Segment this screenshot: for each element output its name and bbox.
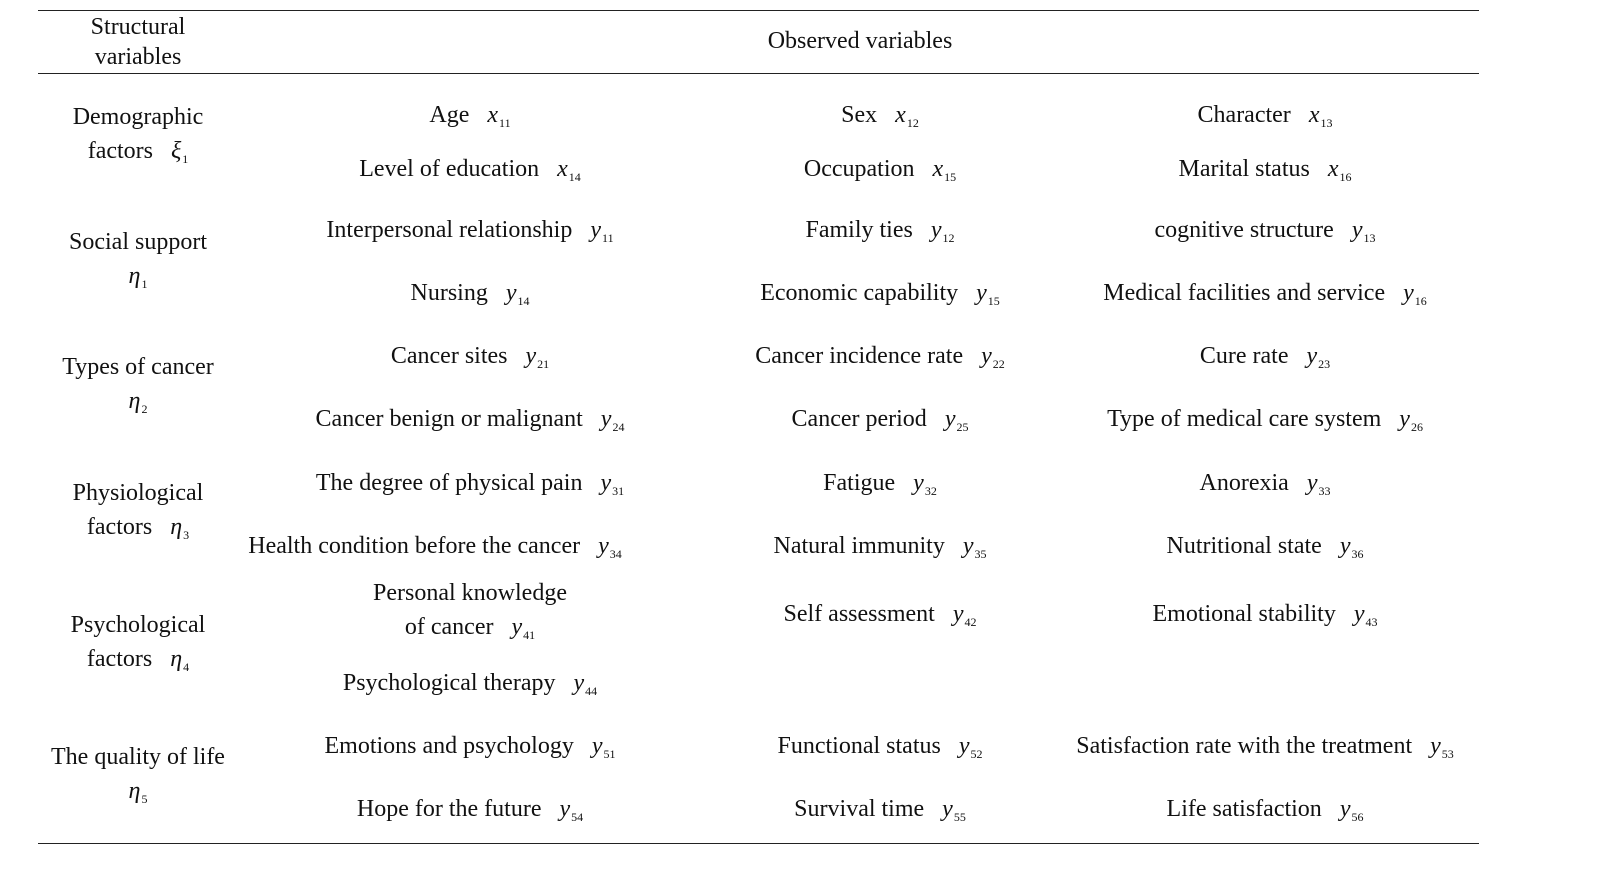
- observed-occupation: Occupation $x_{15}$: [803, 156, 957, 184]
- observed-life-satisfaction: Life satisfaction $y_{56}$: [1166, 796, 1364, 824]
- structural-types-of-cancer: Types of cancer $\eta_2$: [62, 354, 214, 416]
- observed-cognitive-structure: cognitive structure $y_{13}$: [1154, 217, 1376, 245]
- observed-emotional-stability: Emotional stability $y_{43}$: [1152, 601, 1378, 629]
- observed-nursing: Nursing $y_{14}$: [410, 280, 530, 308]
- header-rule: [38, 73, 1479, 74]
- bottom-rule: [38, 843, 1479, 844]
- observed-sex: Sex $x_{12}$: [841, 102, 919, 130]
- observed-degree-of-physical-pain: The degree of physical pain $y_{31}$: [315, 470, 625, 498]
- observed-interpersonal-relationship: Interpersonal relationship $y_{11}$: [326, 217, 614, 245]
- header-structural-line2: variables: [94, 44, 182, 70]
- observed-satisfaction-rate-with-treatment: Satisfaction rate with the treatment $y_{53}$: [1076, 733, 1454, 761]
- observed-health-condition-before-cancer: Health condition before the cancer $y_{34}$: [248, 533, 622, 561]
- top-rule: [38, 10, 1479, 11]
- observed-marital-status: Marital status $x_{16}$: [1178, 156, 1352, 184]
- observed-medical-facilities-and-service: Medical facilities and service $y_{16}$: [1103, 280, 1427, 308]
- structural-psychological-factors: Psychological factors $\eta_4$: [70, 612, 206, 674]
- observed-nutritional-state: Nutritional state $y_{36}$: [1166, 533, 1364, 561]
- observed-personal-knowledge-of-cancer: Personal knowledge of cancer $y_{41}$: [373, 580, 567, 642]
- observed-fatigue: Fatigue $y_{32}$: [823, 470, 937, 498]
- observed-cancer-incidence-rate: Cancer incidence rate $y_{22}$: [755, 343, 1005, 371]
- observed-anorexia: Anorexia $y_{33}$: [1199, 470, 1331, 498]
- observed-functional-status: Functional status $y_{52}$: [777, 733, 983, 761]
- observed-character: Character $x_{13}$: [1197, 102, 1333, 130]
- observed-self-assessment: Self assessment $y_{42}$: [783, 601, 977, 629]
- observed-cure-rate: Cure rate $y_{23}$: [1199, 343, 1331, 371]
- observed-age: Age $x_{11}$: [429, 102, 511, 130]
- structural-quality-of-life: The quality of life $\eta_5$: [51, 744, 225, 806]
- observed-emotions-and-psychology: Emotions and psychology $y_{51}$: [324, 733, 616, 761]
- observed-level-of-education: Level of education $x_{14}$: [359, 156, 581, 184]
- structural-physiological-factors: Physiological factors $\eta_3$: [72, 480, 204, 542]
- observed-cancer-period: Cancer period $y_{25}$: [791, 406, 969, 434]
- observed-cancer-benign-or-malignant: Cancer benign or malignant $y_{24}$: [315, 406, 625, 434]
- header-structural-line1: Structural: [90, 14, 186, 40]
- observed-family-ties: Family ties $y_{12}$: [805, 217, 955, 245]
- header-observed-variables: Observed variables: [767, 28, 953, 54]
- structural-social-support: Social support $\eta_1$: [69, 229, 207, 291]
- observed-cancer-sites: Cancer sites $y_{21}$: [390, 343, 550, 371]
- header-structural-variables: [38, 12, 238, 72]
- structural-demographic-factors: Demographic factors $\xi_1$: [72, 104, 204, 166]
- observed-hope-for-the-future: Hope for the future $y_{54}$: [356, 796, 584, 824]
- observed-economic-capability: Economic capability $y_{15}$: [760, 280, 1000, 308]
- observed-natural-immunity: Natural immunity $y_{35}$: [773, 533, 987, 561]
- observed-psychological-therapy: Psychological therapy $y_{44}$: [342, 670, 598, 698]
- observed-type-of-medical-care-system: Type of medical care system $y_{26}$: [1107, 406, 1423, 434]
- observed-survival-time: Survival time $y_{55}$: [794, 796, 966, 824]
